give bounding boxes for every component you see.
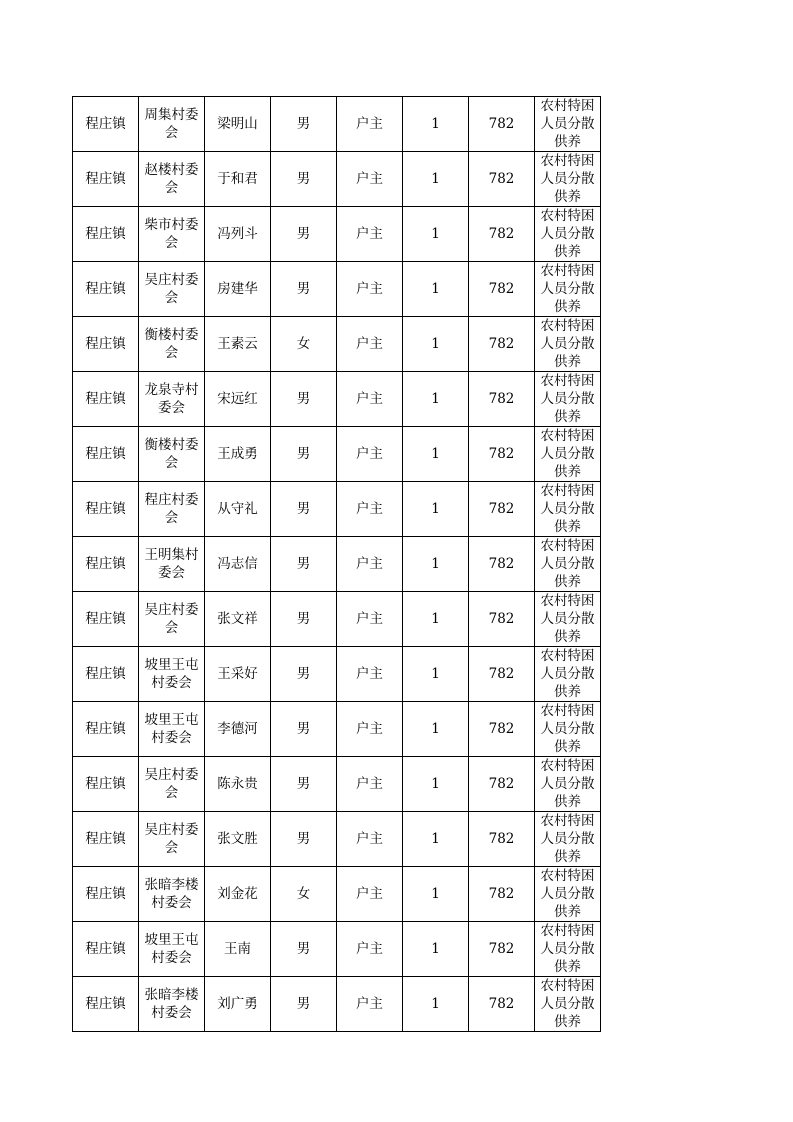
town-cell: 程庄镇 <box>73 207 139 262</box>
count-cell: 1 <box>403 812 469 867</box>
village-cell: 龙泉寺村委会 <box>139 372 205 427</box>
town-cell: 程庄镇 <box>73 372 139 427</box>
relation-cell: 户主 <box>337 537 403 592</box>
village-cell: 衡楼村委会 <box>139 317 205 372</box>
table-row <box>73 537 601 592</box>
name-cell: 王成勇 <box>205 427 271 482</box>
amount-cell: 782 <box>469 757 535 812</box>
count-cell: 1 <box>403 427 469 482</box>
type-cell: 农村特困人员分散供养 <box>535 317 601 372</box>
name-cell: 宋远红 <box>205 372 271 427</box>
name-cell: 张文胜 <box>205 812 271 867</box>
table-row <box>73 977 601 1032</box>
count-cell: 1 <box>403 372 469 427</box>
gender-cell: 男 <box>271 757 337 812</box>
recipient-table <box>72 96 601 1032</box>
table-row <box>73 757 601 812</box>
type-cell: 农村特困人员分散供养 <box>535 372 601 427</box>
count-cell: 1 <box>403 152 469 207</box>
town-cell: 程庄镇 <box>73 262 139 317</box>
count-cell: 1 <box>403 757 469 812</box>
gender-cell: 男 <box>271 922 337 977</box>
relation-cell: 户主 <box>337 97 403 152</box>
village-cell: 坡里王屯村委会 <box>139 702 205 757</box>
table-row <box>73 702 601 757</box>
town-cell: 程庄镇 <box>73 427 139 482</box>
town-cell: 程庄镇 <box>73 592 139 647</box>
gender-cell: 女 <box>271 867 337 922</box>
relation-cell: 户主 <box>337 592 403 647</box>
town-cell: 程庄镇 <box>73 647 139 702</box>
amount-cell: 782 <box>469 207 535 262</box>
village-cell: 王明集村委会 <box>139 537 205 592</box>
type-cell: 农村特困人员分散供养 <box>535 647 601 702</box>
amount-cell: 782 <box>469 537 535 592</box>
name-cell: 于和君 <box>205 152 271 207</box>
village-cell: 周集村委会 <box>139 97 205 152</box>
village-cell: 赵楼村委会 <box>139 152 205 207</box>
table-row <box>73 372 601 427</box>
amount-cell: 782 <box>469 922 535 977</box>
amount-cell: 782 <box>469 812 535 867</box>
relation-cell: 户主 <box>337 152 403 207</box>
gender-cell: 男 <box>271 427 337 482</box>
town-cell: 程庄镇 <box>73 152 139 207</box>
type-cell: 农村特困人员分散供养 <box>535 537 601 592</box>
amount-cell: 782 <box>469 702 535 757</box>
name-cell: 冯志信 <box>205 537 271 592</box>
gender-cell: 女 <box>271 317 337 372</box>
name-cell: 王素云 <box>205 317 271 372</box>
relation-cell: 户主 <box>337 702 403 757</box>
gender-cell: 男 <box>271 647 337 702</box>
count-cell: 1 <box>403 592 469 647</box>
relation-cell: 户主 <box>337 262 403 317</box>
gender-cell: 男 <box>271 812 337 867</box>
name-cell: 陈永贵 <box>205 757 271 812</box>
table-row <box>73 317 601 372</box>
village-cell: 吴庄村委会 <box>139 262 205 317</box>
name-cell: 李德河 <box>205 702 271 757</box>
count-cell: 1 <box>403 647 469 702</box>
amount-cell: 782 <box>469 977 535 1032</box>
village-cell: 坡里王屯村委会 <box>139 647 205 702</box>
name-cell: 刘广勇 <box>205 977 271 1032</box>
village-cell: 程庄村委会 <box>139 482 205 537</box>
type-cell: 农村特困人员分散供养 <box>535 977 601 1032</box>
amount-cell: 782 <box>469 152 535 207</box>
relation-cell: 户主 <box>337 317 403 372</box>
village-cell: 柴市村委会 <box>139 207 205 262</box>
table-row <box>73 867 601 922</box>
gender-cell: 男 <box>271 152 337 207</box>
type-cell: 农村特困人员分散供养 <box>535 867 601 922</box>
table-row <box>73 592 601 647</box>
count-cell: 1 <box>403 867 469 922</box>
gender-cell: 男 <box>271 537 337 592</box>
relation-cell: 户主 <box>337 207 403 262</box>
amount-cell: 782 <box>469 482 535 537</box>
village-cell: 衡楼村委会 <box>139 427 205 482</box>
gender-cell: 男 <box>271 592 337 647</box>
gender-cell: 男 <box>271 372 337 427</box>
village-cell: 张暗李楼村委会 <box>139 867 205 922</box>
type-cell: 农村特困人员分散供养 <box>535 262 601 317</box>
relation-cell: 户主 <box>337 647 403 702</box>
amount-cell: 782 <box>469 647 535 702</box>
table-row <box>73 262 601 317</box>
amount-cell: 782 <box>469 592 535 647</box>
village-cell: 吴庄村委会 <box>139 592 205 647</box>
table-row <box>73 482 601 537</box>
type-cell: 农村特困人员分散供养 <box>535 922 601 977</box>
count-cell: 1 <box>403 977 469 1032</box>
type-cell: 农村特困人员分散供养 <box>535 97 601 152</box>
type-cell: 农村特困人员分散供养 <box>535 702 601 757</box>
count-cell: 1 <box>403 537 469 592</box>
relation-cell: 户主 <box>337 427 403 482</box>
relation-cell: 户主 <box>337 757 403 812</box>
type-cell: 农村特困人员分散供养 <box>535 427 601 482</box>
town-cell: 程庄镇 <box>73 537 139 592</box>
table-row <box>73 152 601 207</box>
village-cell: 吴庄村委会 <box>139 757 205 812</box>
name-cell: 刘金花 <box>205 867 271 922</box>
name-cell: 王南 <box>205 922 271 977</box>
town-cell: 程庄镇 <box>73 977 139 1032</box>
gender-cell: 男 <box>271 482 337 537</box>
amount-cell: 782 <box>469 372 535 427</box>
name-cell: 梁明山 <box>205 97 271 152</box>
town-cell: 程庄镇 <box>73 482 139 537</box>
relation-cell: 户主 <box>337 867 403 922</box>
relation-cell: 户主 <box>337 812 403 867</box>
type-cell: 农村特困人员分散供养 <box>535 812 601 867</box>
name-cell: 王采好 <box>205 647 271 702</box>
town-cell: 程庄镇 <box>73 922 139 977</box>
relation-cell: 户主 <box>337 922 403 977</box>
relation-cell: 户主 <box>337 482 403 537</box>
count-cell: 1 <box>403 922 469 977</box>
gender-cell: 男 <box>271 207 337 262</box>
gender-cell: 男 <box>271 262 337 317</box>
town-cell: 程庄镇 <box>73 702 139 757</box>
gender-cell: 男 <box>271 702 337 757</box>
count-cell: 1 <box>403 317 469 372</box>
table-row <box>73 97 601 152</box>
village-cell: 坡里王屯村委会 <box>139 922 205 977</box>
name-cell: 从守礼 <box>205 482 271 537</box>
amount-cell: 782 <box>469 317 535 372</box>
type-cell: 农村特困人员分散供养 <box>535 152 601 207</box>
amount-cell: 782 <box>469 867 535 922</box>
amount-cell: 782 <box>469 262 535 317</box>
table-row <box>73 812 601 867</box>
village-cell: 张暗李楼村委会 <box>139 977 205 1032</box>
name-cell: 冯列斗 <box>205 207 271 262</box>
town-cell: 程庄镇 <box>73 867 139 922</box>
village-cell: 吴庄村委会 <box>139 812 205 867</box>
count-cell: 1 <box>403 207 469 262</box>
name-cell: 张文祥 <box>205 592 271 647</box>
town-cell: 程庄镇 <box>73 757 139 812</box>
name-cell: 房建华 <box>205 262 271 317</box>
amount-cell: 782 <box>469 97 535 152</box>
count-cell: 1 <box>403 262 469 317</box>
count-cell: 1 <box>403 97 469 152</box>
town-cell: 程庄镇 <box>73 812 139 867</box>
count-cell: 1 <box>403 702 469 757</box>
type-cell: 农村特困人员分散供养 <box>535 207 601 262</box>
type-cell: 农村特困人员分散供养 <box>535 592 601 647</box>
count-cell: 1 <box>403 482 469 537</box>
table-row <box>73 647 601 702</box>
town-cell: 程庄镇 <box>73 317 139 372</box>
table-row <box>73 427 601 482</box>
type-cell: 农村特困人员分散供养 <box>535 482 601 537</box>
type-cell: 农村特困人员分散供养 <box>535 757 601 812</box>
gender-cell: 男 <box>271 977 337 1032</box>
table-body <box>73 97 601 1032</box>
relation-cell: 户主 <box>337 977 403 1032</box>
town-cell: 程庄镇 <box>73 97 139 152</box>
table-row <box>73 207 601 262</box>
table-row <box>73 922 601 977</box>
amount-cell: 782 <box>469 427 535 482</box>
gender-cell: 男 <box>271 97 337 152</box>
relation-cell: 户主 <box>337 372 403 427</box>
